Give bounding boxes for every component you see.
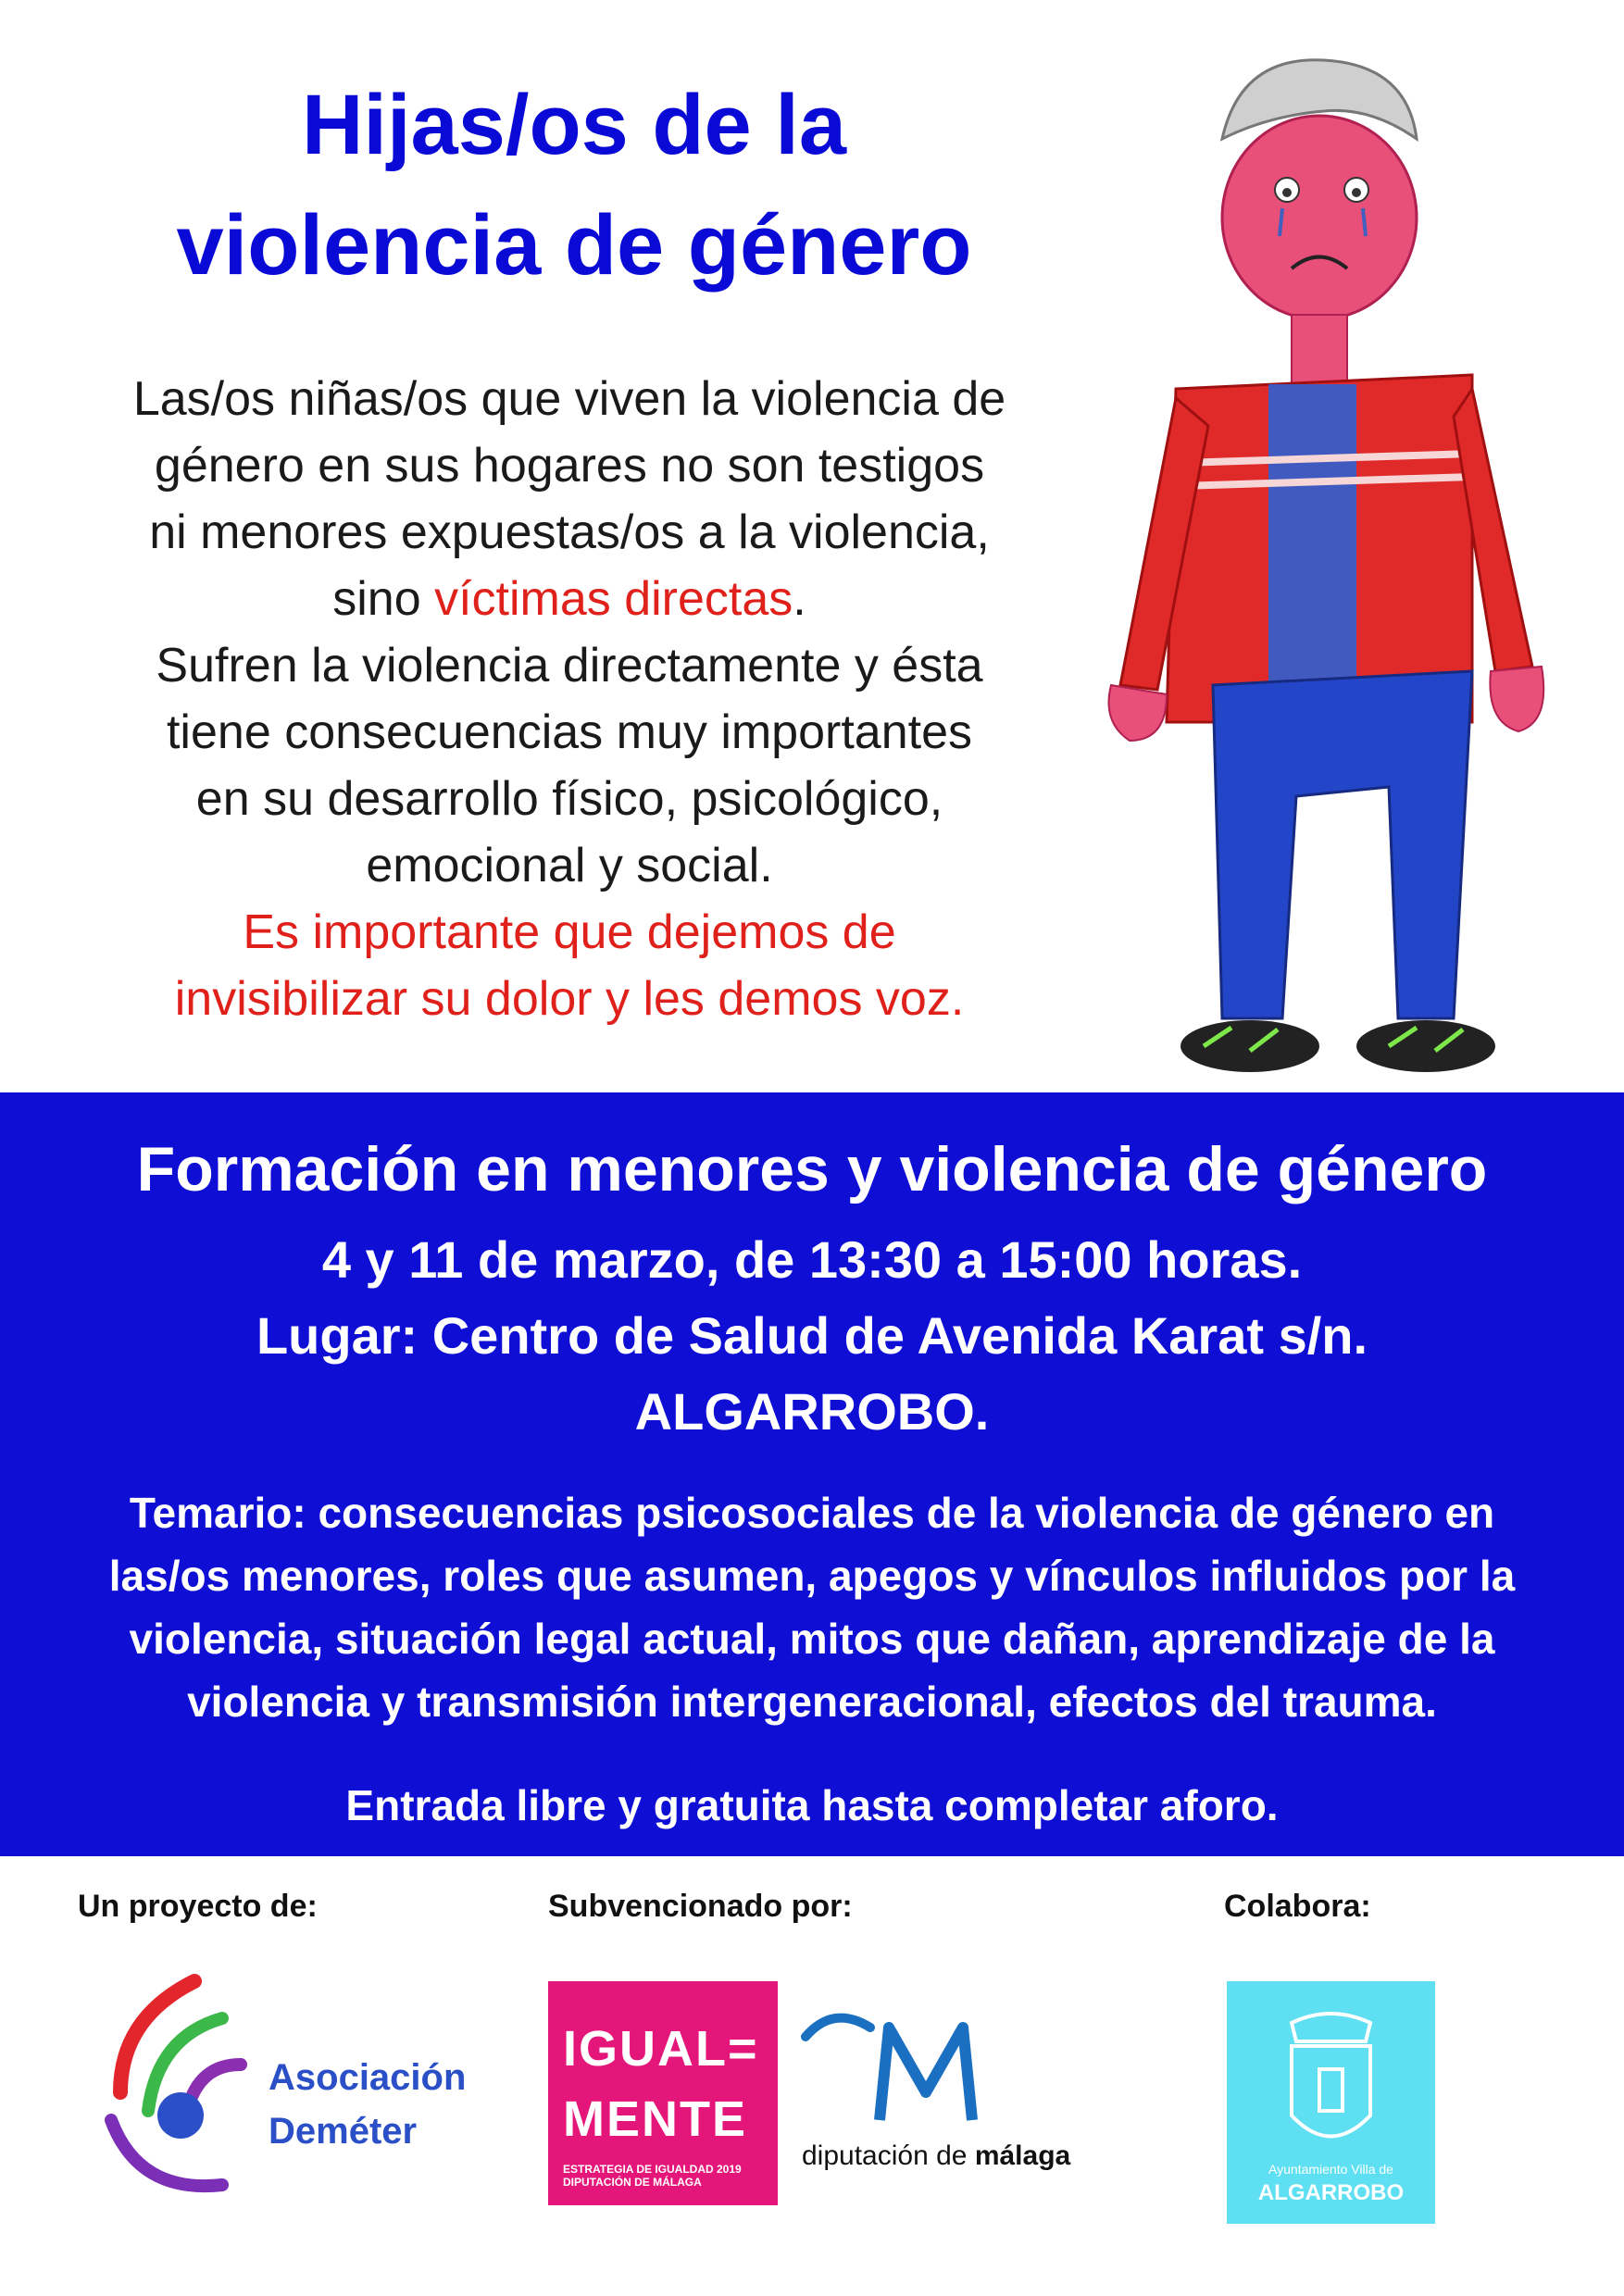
syllabus-line: violencia, situación legal actual, mitos que dañan, aprendizaje de la (129, 1615, 1495, 1663)
intro-line: tiene consecuencias muy importantes (166, 705, 972, 759)
title-line-2: violencia de género (176, 198, 972, 293)
ayuntamiento-logo: Ayuntamiento Villa de ALGARROBO (1227, 1981, 1435, 2224)
intro-line: sino víctimas directas. (332, 572, 806, 626)
training-heading: Formación en menores y violencia de género (136, 1134, 1488, 1204)
intro-line: en su desarrollo físico, psicológico, (195, 772, 943, 826)
intro-line-red: invisibilizar su dolor y les demos voz. (174, 972, 965, 1026)
event-place: Lugar: Centro de Salud de Avenida Karat s/n. (256, 1306, 1368, 1365)
highlight-victimas: víctimas directas (434, 572, 793, 626)
igualmente-logo: IGUAL= MENTE ESTRATEGIA DE IGUALDAD 2019 DIPUTACIÓN DE MÁLAGA (548, 1981, 778, 2205)
syllabus-line: las/os menores, roles que asumen, apegos y vínculos influidos por la (108, 1552, 1516, 1600)
poster-title (56, 65, 1093, 306)
event-details (0, 1222, 1624, 1450)
syllabus-line: violencia y transmisión intergeneracional, efectos del trauma. (187, 1678, 1437, 1726)
demeter-logo-icon (83, 1963, 269, 2203)
intro-text (37, 366, 1102, 1032)
training-info-band (0, 1092, 1624, 1856)
intro-line: ni menores expuestas/os a la violencia, (149, 505, 990, 559)
intro-line: género en sus hogares no son testigos (154, 439, 985, 493)
diputacion-m-logo-icon (796, 2000, 1018, 2129)
project-label: Un proyecto de: (78, 1889, 318, 1924)
syllabus (56, 1481, 1568, 1733)
syllabus-line: Temario: consecuencias psicosociales de la violencia de género en (129, 1489, 1495, 1537)
event-town: ALGARROBO. (634, 1382, 990, 1441)
collab-label: Colabora: (1224, 1889, 1371, 1924)
intro-line: Sufren la violencia directamente y ésta (156, 639, 983, 693)
intro-line: emocional y social. (366, 839, 773, 892)
subsidy-label: Subvencionado por: (548, 1889, 853, 1924)
intro-line: Las/os niñas/os que viven la violencia de (132, 372, 1006, 426)
child-drawing-illustration (1065, 19, 1620, 1092)
free-entry-note: Entrada libre y gratuita hasta completar aforo. (345, 1781, 1279, 1829)
event-dates: 4 y 11 de marzo, de 13:30 a 15:00 horas. (321, 1230, 1303, 1289)
demeter-name: Asociación Deméter (269, 2057, 467, 2152)
intro-line-red: Es importante que dejemos de (243, 905, 896, 959)
title-line-1: Hijas/os de la (301, 78, 847, 172)
diputacion-name: diputación de málaga (802, 2140, 1071, 2171)
crest-icon (1273, 2004, 1389, 2162)
